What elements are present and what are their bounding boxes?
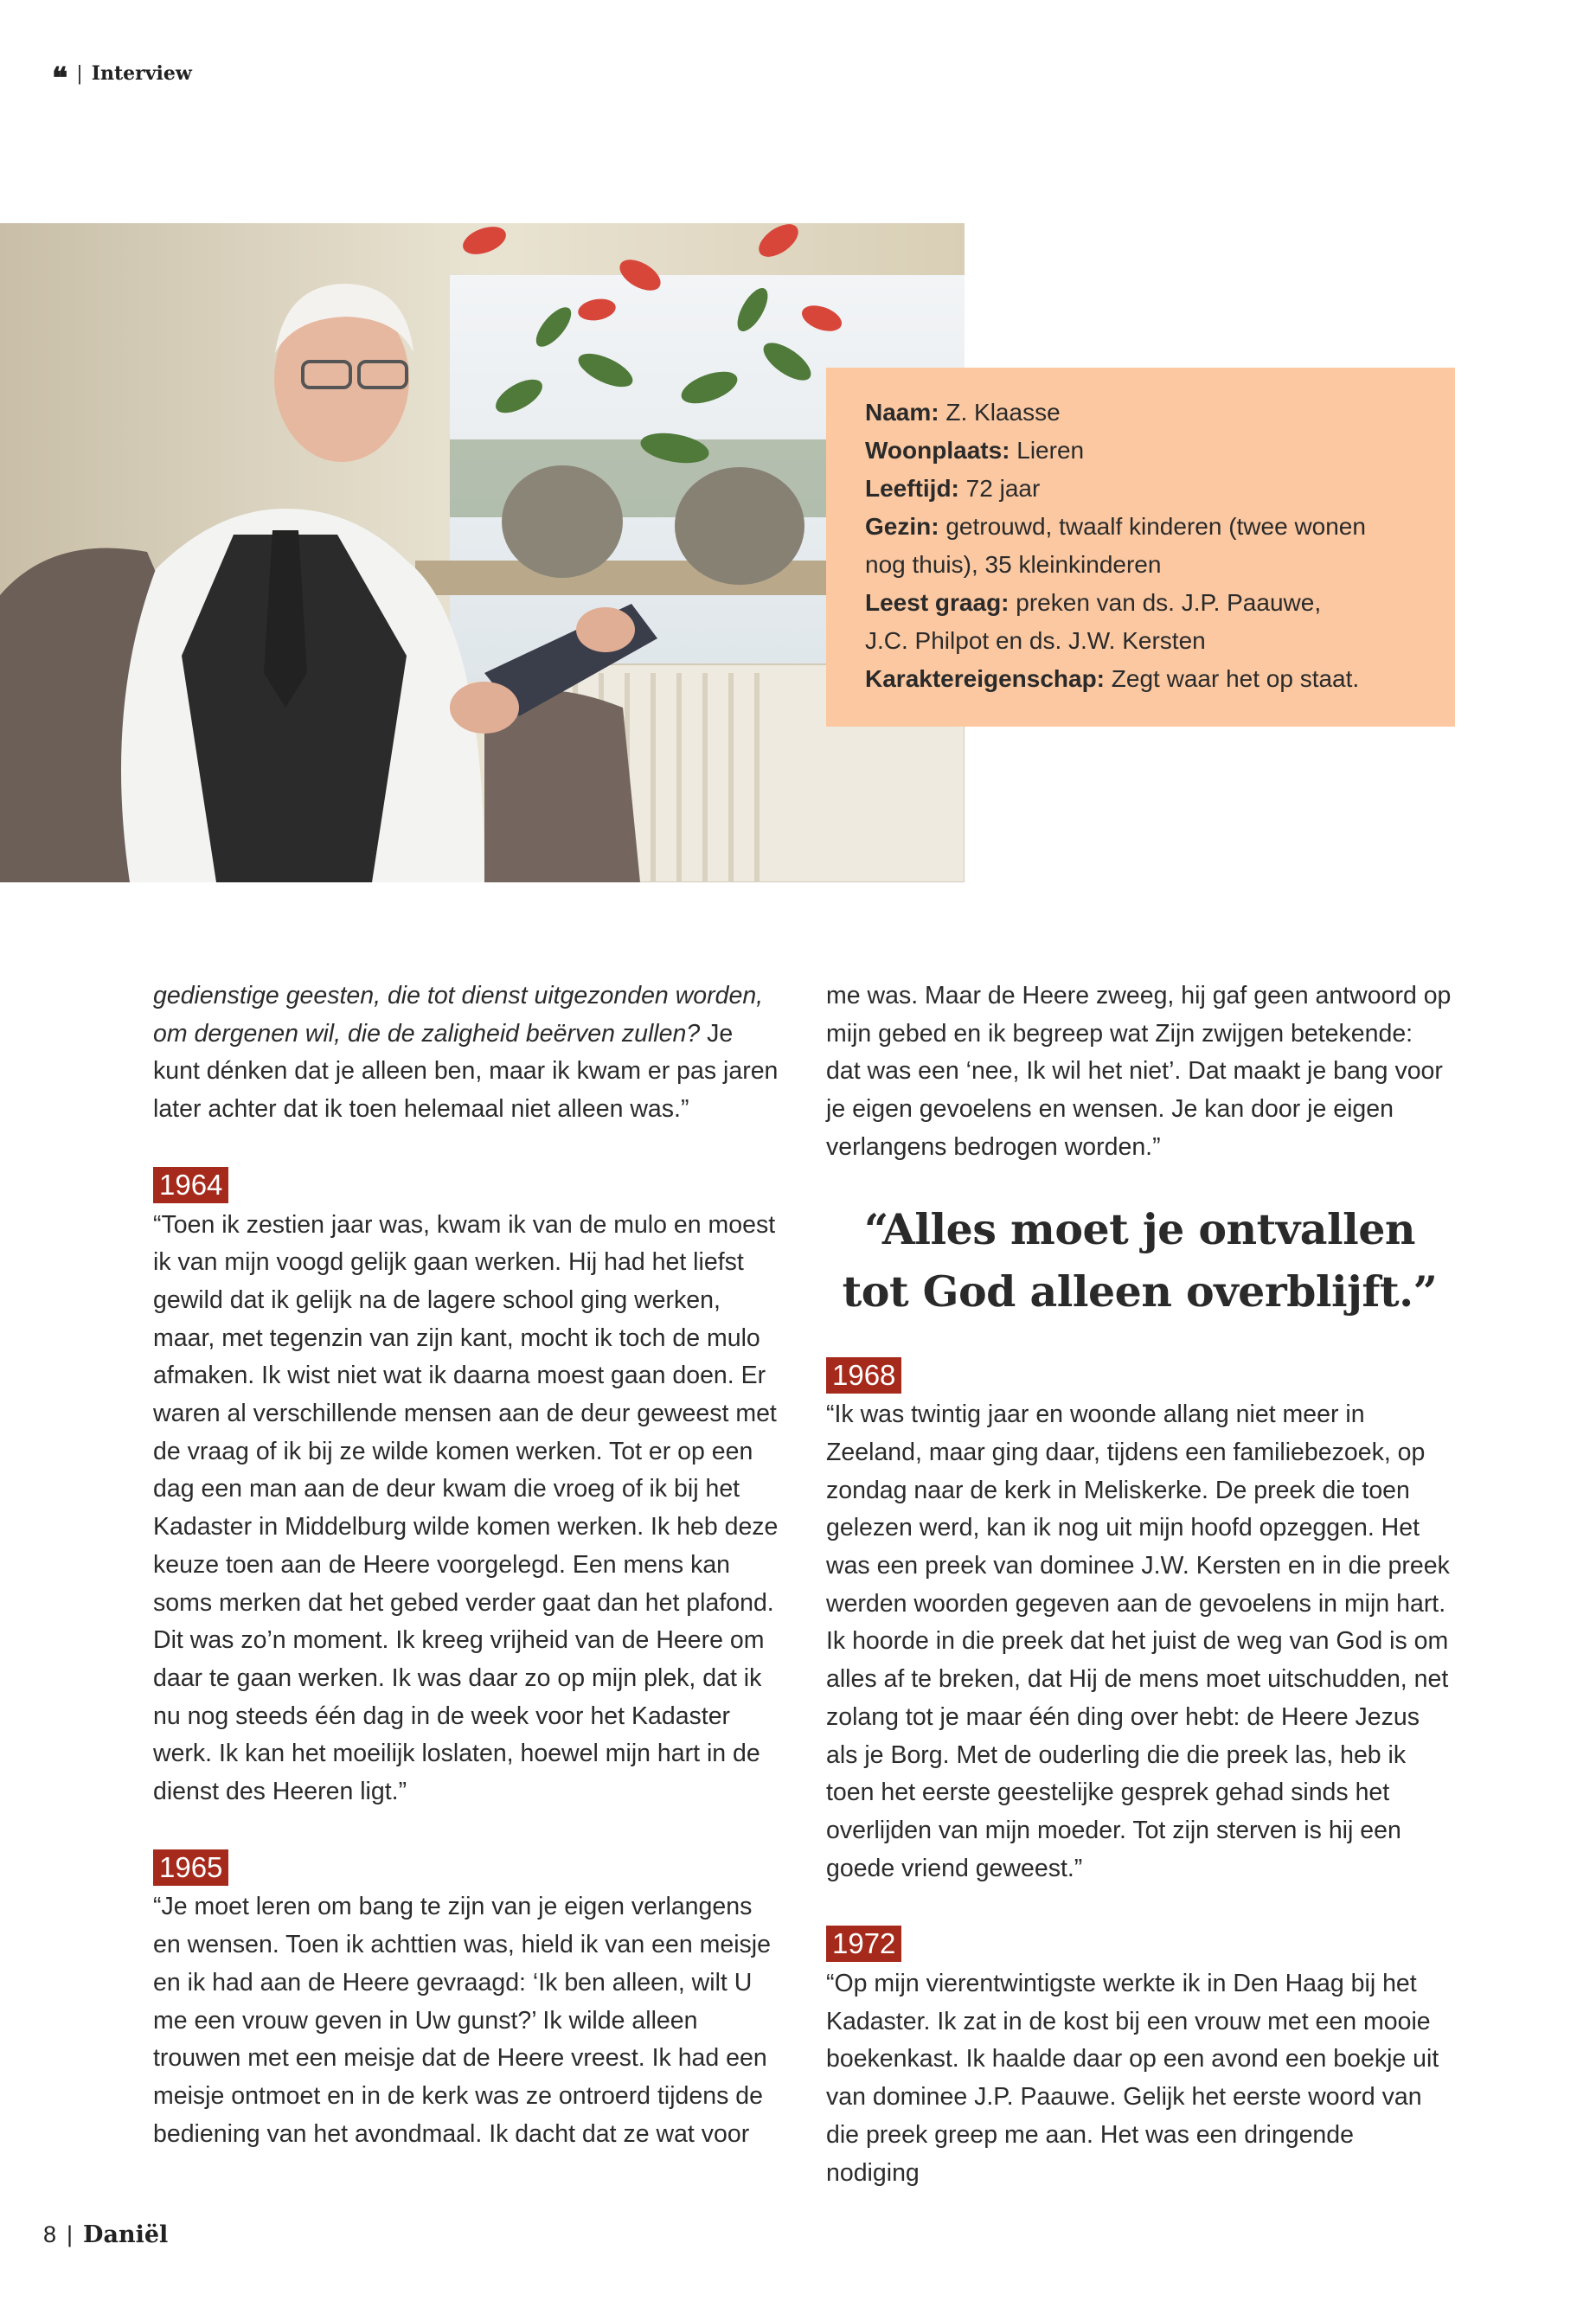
page-footer bbox=[43, 2221, 168, 2248]
continued-paragraph: me was. Maar de Heere zweeg, hij gaf geen antwoord op mijn gebed en ik begreep wat Zijn zwijgen betekende: dat was een ‘nee, Ik wil het niet’. Dat maakt je bang voor je eigen gevoelens en wensen. Je kan door je eigen verlangens bedrogen worden.” bbox=[826, 982, 1452, 1161]
year-badge-1964: 1964 bbox=[153, 1167, 228, 1203]
paragraph-1972: “Op mijn vierentwintigste werkte ik in Den Haag bij het Kadaster. Ik zat in de kost bij een vrouw met een mooie boekenkast. Ik haalde daar op een avond een boekje uit van dominee J.P. Paauwe. Gelijk het eerste woord van die preek greep me aan. Het was een dringende nodiging bbox=[826, 1970, 1439, 2187]
info-row-age: Leeftijd: 72 jaar bbox=[865, 475, 1041, 502]
quote-icon: ❝ bbox=[52, 61, 68, 96]
year-badge-1968: 1968 bbox=[826, 1357, 901, 1394]
info-row-family-cont: nog thuis), 35 kleinkinderen bbox=[865, 551, 1162, 578]
info-row-family: Gezin: getrouwd, twaalf kinderen (twee wonen bbox=[865, 513, 1366, 540]
profile-infobox bbox=[826, 368, 1455, 727]
paragraph-1968: “Ik was twintig jaar en woonde allang niet meer in Zeeland, maar ging daar, tijdens een familiebezoek, op zondag naar de kerk in Meliskerke. De preek die toen gelezen werd, kan ik nog uit mijn hoofd opzeggen. Het was een preek van dominee J.W. Kersten en in die preek werden woorden gegeven aan de gevoelens in mijn hart. Ik hoorde in die preek dat het juist de weg van God is om alles af te breken, dat Hij de mens moet uitschudden, net zolang tot je maar één ding over hebt: de Heere Jezus als je Borg. Met de ouderling die die preek las, heb ik toen het eerste geestelijke gesprek gehad sinds het overlijden van mijn moeder. Tot zijn sterven is hij een goede vriend geweest.” bbox=[826, 1400, 1450, 1882]
magazine-name: Daniël bbox=[83, 2221, 169, 2248]
intro-paragraph: gedienstige geesten, die tot dienst uitgezonden worden, om dergenen wil, die de zaligheid beërven zullen? Je kunt dénken dat je alleen ben, maar ik kwam er pas jaren later achter dat ik toen helemaal niet alleen was.” bbox=[153, 982, 779, 1124]
right-column bbox=[826, 977, 1453, 2192]
page-number: 8 bbox=[43, 2221, 57, 2247]
footer-divider: | bbox=[67, 2221, 74, 2247]
section-label: Interview bbox=[91, 62, 192, 85]
page-header bbox=[52, 59, 192, 96]
header-divider: | bbox=[76, 62, 83, 85]
info-row-character: Karaktereigenschap: Zegt waar het op staat. bbox=[865, 665, 1360, 692]
info-row-name: Naam: Z. Klaasse bbox=[865, 399, 1061, 426]
year-badge-1965: 1965 bbox=[153, 1849, 228, 1886]
portrait-photo bbox=[0, 223, 965, 882]
info-row-reads: Leest graag: preken van ds. J.P. Paauwe, bbox=[865, 589, 1322, 616]
pull-quote: “Alles moet je ontvallen tot God alleen overblijft.” bbox=[842, 1203, 1438, 1317]
info-row-residence: Woonplaats: Lieren bbox=[865, 437, 1085, 464]
info-row-reads-cont: J.C. Philpot en ds. J.W. Kersten bbox=[865, 627, 1206, 654]
left-column bbox=[153, 977, 780, 2153]
paragraph-1965: “Je moet leren om bang te zijn van je eigen verlangens en wensen. Toen ik achttien was, hield ik van een meisje en ik had aan de Heere gevraagd: ‘Ik ben alleen, wilt U me een vrouw geven in Uw gunst?’ Ik wilde alleen trouwen met een meisje dat de Heere vreest. Ik had een meisje ontmoet en in de kerk was ze ontroerd tijdens de bediening van het avondmaal. Ik dacht dat ze wat voor bbox=[153, 1893, 771, 2148]
paragraph-1964: “Toen ik zestien jaar was, kwam ik van de mulo en moest ik van mijn voogd gelijk gaan werken. Hij had het liefst gewild dat ik gelijk na de lagere school ging werken, maar, met tegenzin van zijn kant, mocht ik toch de mulo afmaken. Ik wist niet wat ik daarna moest gaan doen. Er waren al verschillende mensen aan de deur geweest met de vraag of ik bij ze wilde komen werken. Tot er op een dag een man aan de deur kwam die vroeg of ik bij het Kadaster in Middelburg wilde komen werken. Ik heb deze keuze toen aan de Heere voorgelegd. Een mens kan soms merken dat het gebed verder gaat dan het plafond. Dit was zo’n moment. Ik kreeg vrijheid van de Heere om daar te gaan werken. Ik was daar zo op mijn plek, dat ik nu nog steeds één dag in de week voor het Kadaster werk. Ik kan het moeilijk loslaten, hoewel mijn hart in de dienst des Heeren ligt.” bbox=[153, 1210, 779, 1806]
year-badge-1972: 1972 bbox=[826, 1926, 901, 1962]
